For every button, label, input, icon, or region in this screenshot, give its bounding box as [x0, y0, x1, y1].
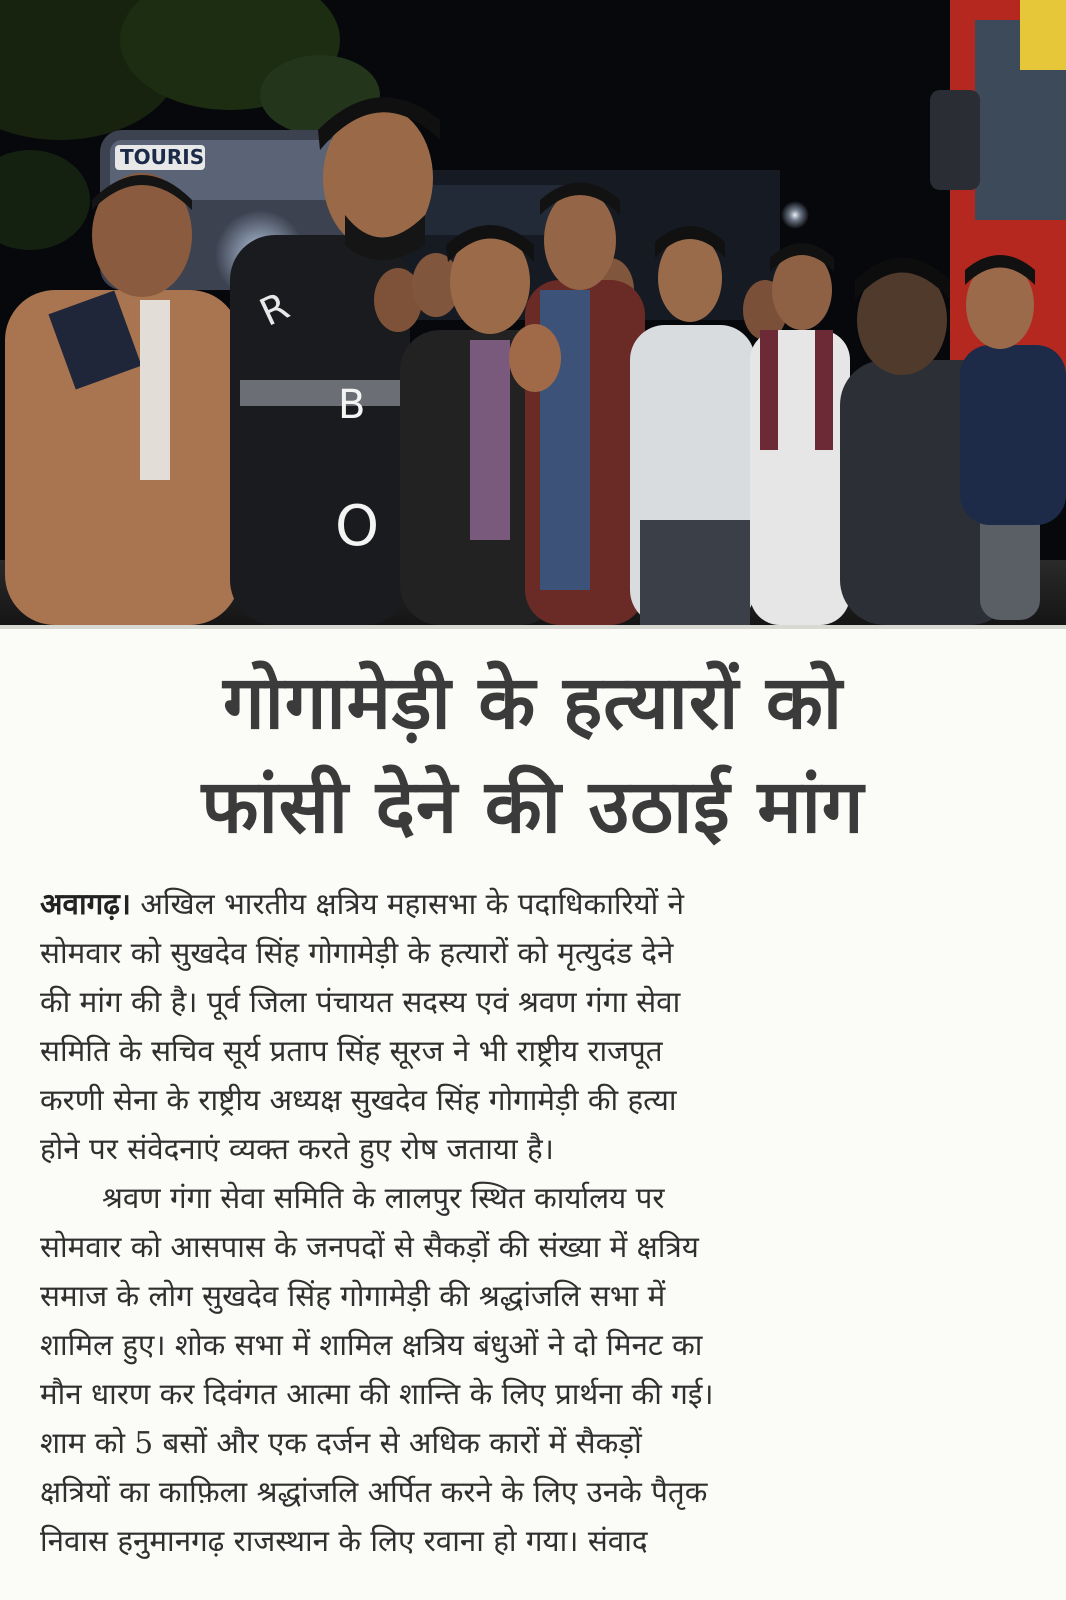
article-line: करणी सेना के राष्ट्रीय अध्यक्ष सुखदेव सिंह गोगामेड़ी की हत्या: [40, 1083, 677, 1117]
newspaper-clipping: [0, 625, 1066, 1600]
article-line: मौन धारण कर दिवंगत आत्मा की शान्ति के लिए प्रार्थना की गई।: [40, 1377, 714, 1411]
news-photo: [0, 0, 1066, 625]
shirt-print-letter: R: [253, 283, 296, 335]
headline: [0, 629, 1066, 859]
article-line: निवास हनुमानगढ़ राजस्थान के लिए रवाना हो गया। संवाद: [40, 1524, 648, 1558]
article-body: [0, 859, 1066, 1566]
person-background: [509, 324, 561, 392]
article-line: समाज के लोग सुखदेव सिंह गोगामेड़ी की श्रद्धांजलि सभा में: [40, 1279, 666, 1313]
dateline: अवागढ़।: [40, 886, 131, 921]
shirt-print-letter: B: [338, 382, 366, 428]
headline-line-1: गोगामेड़ी के हत्यारों को: [222, 660, 844, 746]
headline-line-2: फांसी देने की उठाई मांग: [201, 764, 865, 850]
article-line: शामिल हुए। शोक सभा में शामिल क्षत्रिय बंधुओं ने दो मिनट का: [40, 1328, 703, 1362]
article-line: शाम को 5 बसों और एक दर्जन से अधिक कारों में सैकड़ों: [40, 1426, 642, 1460]
article-line: श्रवण गंगा सेवा समिति के लालपुर स्थित कार्यालय पर: [102, 1181, 665, 1215]
article-line: अवागढ़। अखिल भारतीय क्षत्रिय महासभा के पदाधिकारियों ने: [40, 886, 685, 921]
bus-label: TOURIS: [120, 145, 205, 169]
article-line: समिति के सचिव सूर्य प्रताप सिंह सूरज ने भी राष्ट्रीय राजपूत: [40, 1034, 663, 1068]
article-line: सोमवार को सुखदेव सिंह गोगामेड़ी के हत्यारों को मृत्युदंड देने: [40, 936, 674, 970]
street-light: [781, 201, 809, 229]
article-line: क्षत्रियों का काफ़िला श्रद्धांजलि अर्पित करने के लिए उनके पैतृक: [40, 1475, 708, 1509]
article-line: सोमवार को आसपास के जनपदों से सैकड़ों की संख्या में क्षत्रिय: [40, 1230, 699, 1264]
shirt-print-letter: O: [335, 494, 380, 559]
article-line: होने पर संवेदनाएं व्यक्त करते हुए रोष जताया है।: [40, 1132, 554, 1166]
article-line: की मांग की है। पूर्व जिला पंचायत सदस्य एवं श्रवण गंगा सेवा: [40, 985, 681, 1019]
